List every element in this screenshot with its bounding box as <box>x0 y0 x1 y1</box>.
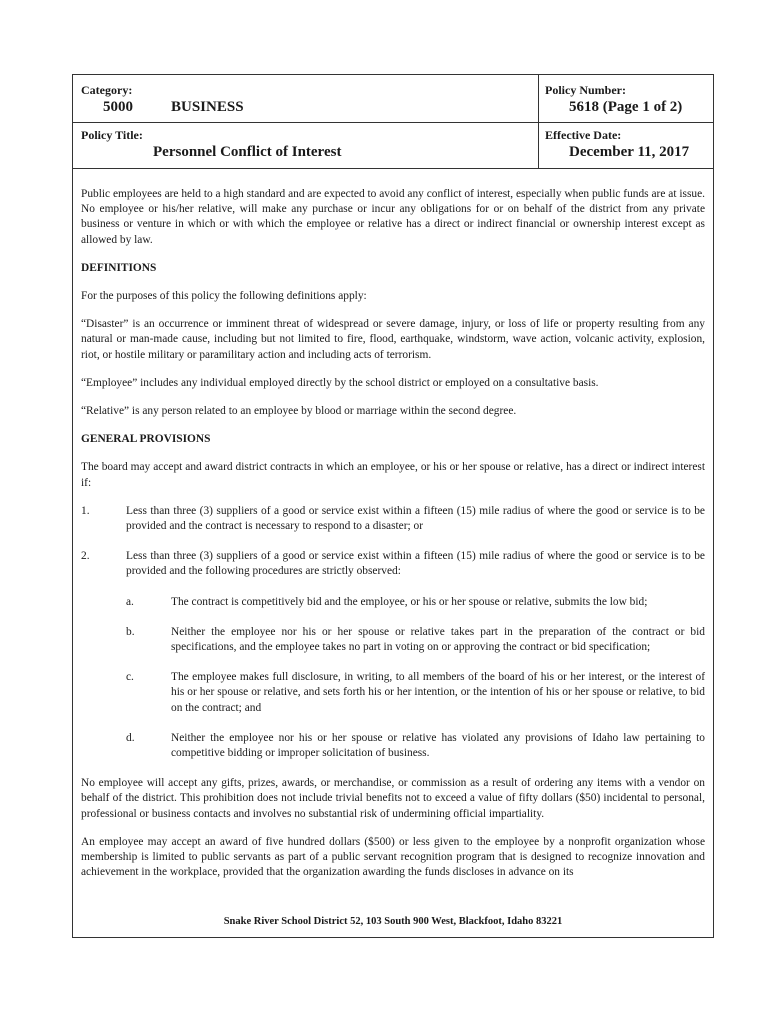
sub-list-item-letter: b. <box>126 625 135 638</box>
policy-document <box>72 74 714 938</box>
effective-date: December 11, 2017 <box>569 144 690 160</box>
effective-date-label: Effective Date: <box>545 128 622 142</box>
sub-list-item <box>126 595 705 610</box>
definition-employee: “Employee” includes any individual employed directly by the school district or employed on a consultative basis. <box>81 376 599 389</box>
policy-title-label: Policy Title: <box>81 128 143 142</box>
general-provisions-heading: GENERAL PROVISIONS <box>81 433 211 446</box>
list-item-number: 2. <box>81 550 90 563</box>
sub-list-item <box>126 731 705 761</box>
definitions-intro: For the purposes of this policy the following definitions apply: <box>81 290 367 303</box>
header-row-title <box>73 123 713 169</box>
list-item <box>81 504 705 534</box>
header-divider <box>538 75 539 122</box>
definitions-heading: DEFINITIONS <box>81 261 157 274</box>
policy-number: 5618 (Page 1 of 2) <box>569 99 683 115</box>
sub-list-item-text: Neither the employee nor his or her spouse or relative takes part in the preparation of the contract or bid specifications, and the employee takes no part in voting on or approving the contract or bid specification; <box>171 625 705 654</box>
category-number: 5000 <box>103 99 133 115</box>
sub-list-item-letter: a. <box>126 595 134 608</box>
header-divider <box>538 123 539 168</box>
policy-title: Personnel Conflict of Interest <box>153 144 342 160</box>
list-item <box>81 549 705 579</box>
sub-list-item-text: The contract is competitively bid and the employee, or his or her spouse or relative, submits the low bid; <box>171 595 648 608</box>
policy-body <box>81 187 705 894</box>
policy-number-label: Policy Number: <box>545 83 626 97</box>
gifts-paragraph: No employee will accept any gifts, prizes, awards, or merchandise, or commission as a result of ordering any items with a vendor on behalf of the district. This prohibition does not include trivial benefits not to exceed a value of fifty dollars ($50) incidental to personal, professional or business contacts and involves no substantial risk of undermining official impartiality. <box>81 777 705 820</box>
header-row-category <box>73 75 713 123</box>
definition-relative: “Relative” is any person related to an employee by blood or marriage within the second degree. <box>81 405 517 418</box>
definition-disaster: “Disaster” is an occurrence or imminent threat of widespread or severe damage, injury, or loss of life or property resulting from any natural or man-made cause, including but not limited to fire, flood, earthquake, windstorm, wave action, volcanic activity, explosion, riot, or hostile military or paramilitary action and including acts of terrorism. <box>81 318 705 361</box>
list-item-text: Less than three (3) suppliers of a good or service exist within a fifteen (15) mile radius of where the good or service is to be provided and the contract is necessary to respond to a disaster; or <box>126 504 705 533</box>
list-item-number: 1. <box>81 504 90 517</box>
sub-list-item-text: The employee makes full disclosure, in writing, to all members of the board of his or her interest, or the interest of his or her spouse or relative, and sets forth his or her intention, or the intention of his or her spouse or relative, to bid on the contract; and <box>171 671 705 714</box>
general-provisions-intro: The board may accept and award district contracts in which an employee, or his or her spouse or relative, has a direct or indirect interest if: <box>81 461 705 489</box>
category-label: Category: <box>81 83 133 97</box>
footer-address: Snake River School District 52, 103 South 900 West, Blackfoot, Idaho 83221 <box>223 916 563 927</box>
category-name: BUSINESS <box>171 99 244 115</box>
sub-list-item <box>126 670 705 716</box>
award-paragraph: An employee may accept an award of five hundred dollars ($500) or less given to the employee by a nonprofit organization whose membership is limited to public servants as part of a public servant recognition program that is designed to recognize innovation and achievement in the workplace, provided that the organization awarding the funds discloses in advance on its <box>81 835 705 879</box>
list-item-text: Less than three (3) suppliers of a good or service exist within a fifteen (15) mile radius of where the good or service is to be provided and the following procedures are strictly observed: <box>126 550 705 578</box>
sub-list-item-letter: d. <box>126 731 135 744</box>
sub-list-item-text: Neither the employee nor his or her spouse or relative has violated any provisions of Idaho law pertaining to competitive bidding or improper solicitation of business. <box>171 731 705 760</box>
sub-list-item-letter: c. <box>126 671 134 684</box>
sub-list-item <box>126 625 705 655</box>
intro-paragraph: Public employees are held to a high standard and are expected to avoid any conflict of interest, especially when public funds are at issue. No employee or his/her relative, will make any purchase or incur any obligations for or on behalf of the district from any private business or venture in which or with which the employee or relative has a direct or indirect financial or ownership interest except as allowed by law. <box>81 188 705 246</box>
